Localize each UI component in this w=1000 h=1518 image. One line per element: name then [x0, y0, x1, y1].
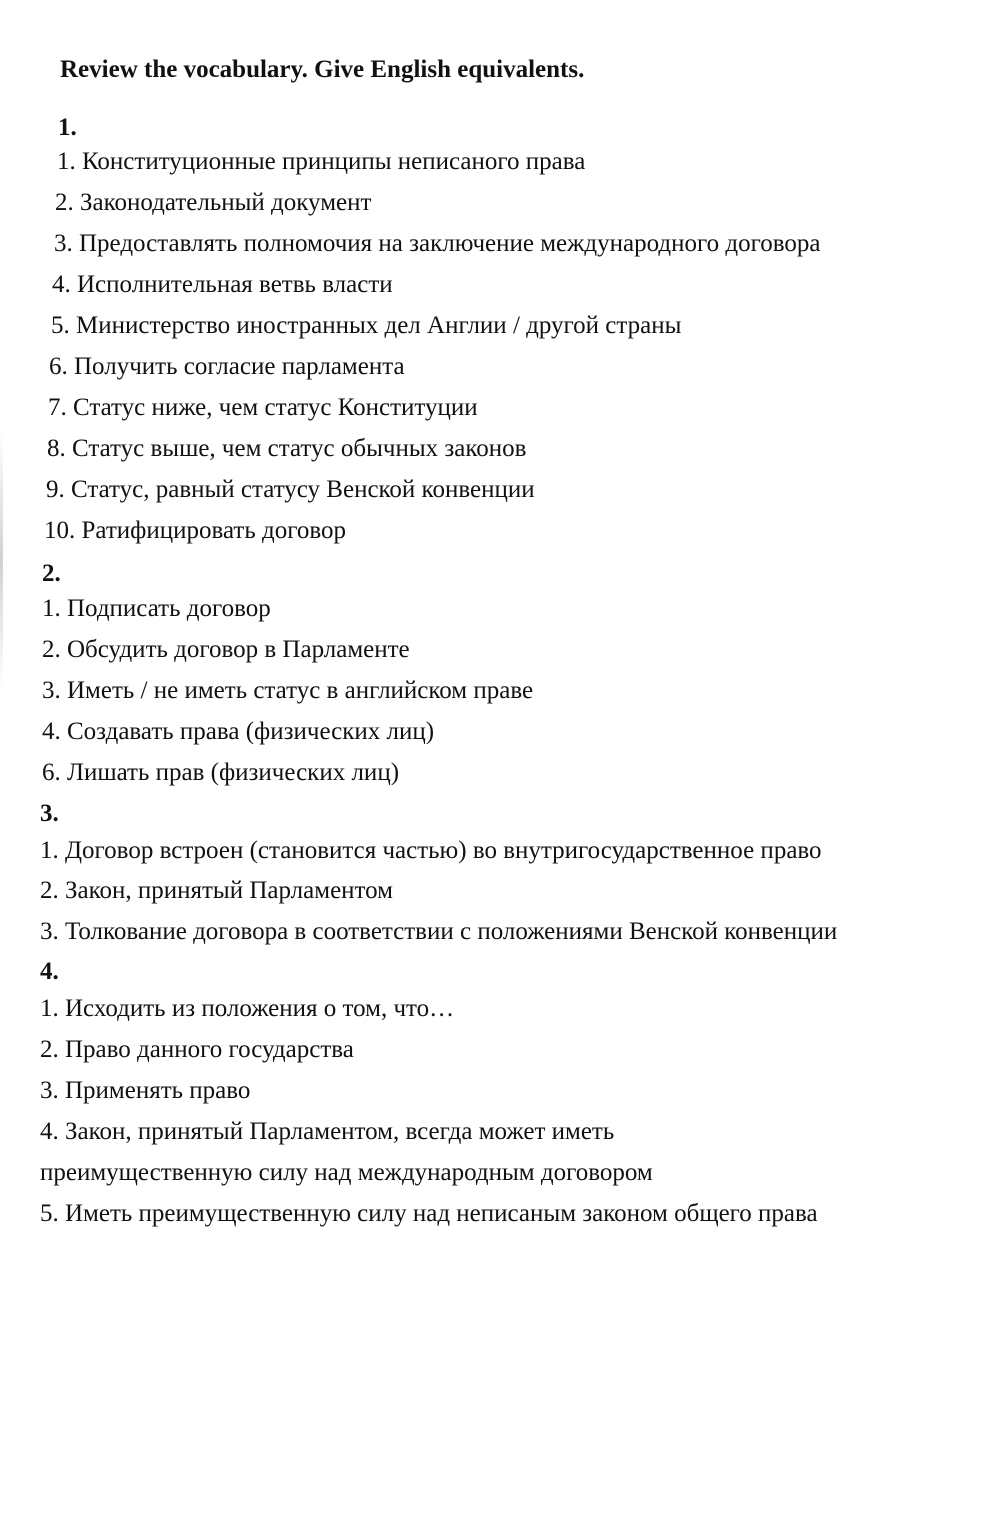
list-item: 7. Статус ниже, чем статус Конституции	[48, 394, 478, 421]
list-item: 2. Закон, принятый Парламентом	[40, 877, 393, 904]
list-item: 3. Применять право	[40, 1077, 251, 1104]
list-item: 2. Право данного государства	[40, 1036, 354, 1063]
list-item: 1. Исходить из положения о том, что…	[40, 995, 455, 1022]
list-item: 6. Получить согласие парламента	[49, 353, 405, 380]
list-item: 1. Подписать договор	[42, 595, 271, 622]
list-item: 1. Договор встроен (становится частью) во внутригосударственное право	[40, 837, 822, 864]
list-item-continuation: преимущественную силу над международным договором	[40, 1159, 653, 1186]
list-item: 2. Обсудить договор в Парламенте	[42, 636, 410, 663]
list-item: 4. Создавать права (физических лиц)	[42, 718, 435, 745]
scan-edge-shadow	[0, 430, 3, 690]
list-item: 5. Министерство иностранных дел Англии / другой страны	[51, 312, 682, 339]
list-item: 3. Толкование договора в соответствии с положениями Венской конвенции	[40, 918, 838, 945]
list-item: 8. Статус выше, чем статус обычных законов	[47, 435, 527, 462]
list-item: 9. Статус, равный статусу Венской конвенции	[46, 476, 535, 503]
section-heading: 3.	[40, 800, 59, 827]
list-item: 2. Законодательный документ	[55, 189, 372, 216]
list-item: 10. Ратифицировать договор	[44, 517, 346, 544]
list-item: 5. Иметь преимущественную силу над неписаным законом общего права	[40, 1200, 818, 1227]
list-item: 4. Исполнительная ветвь власти	[52, 271, 393, 298]
list-item: 6. Лишать прав (физических лиц)	[42, 759, 400, 786]
list-item: 1. Конституционные принципы неписаного права	[57, 148, 586, 175]
section-heading: 2.	[42, 560, 61, 587]
list-item: 3. Иметь / не иметь статус в английском праве	[42, 677, 534, 704]
list-item: 4. Закон, принятый Парламентом, всегда может иметь	[40, 1118, 615, 1145]
page-title: Review the vocabulary. Give English equivalents.	[60, 56, 585, 83]
section-heading: 1.	[58, 114, 77, 141]
list-item: 3. Предоставлять полномочия на заключение международного договора	[54, 230, 821, 257]
section-heading: 4.	[40, 958, 59, 985]
